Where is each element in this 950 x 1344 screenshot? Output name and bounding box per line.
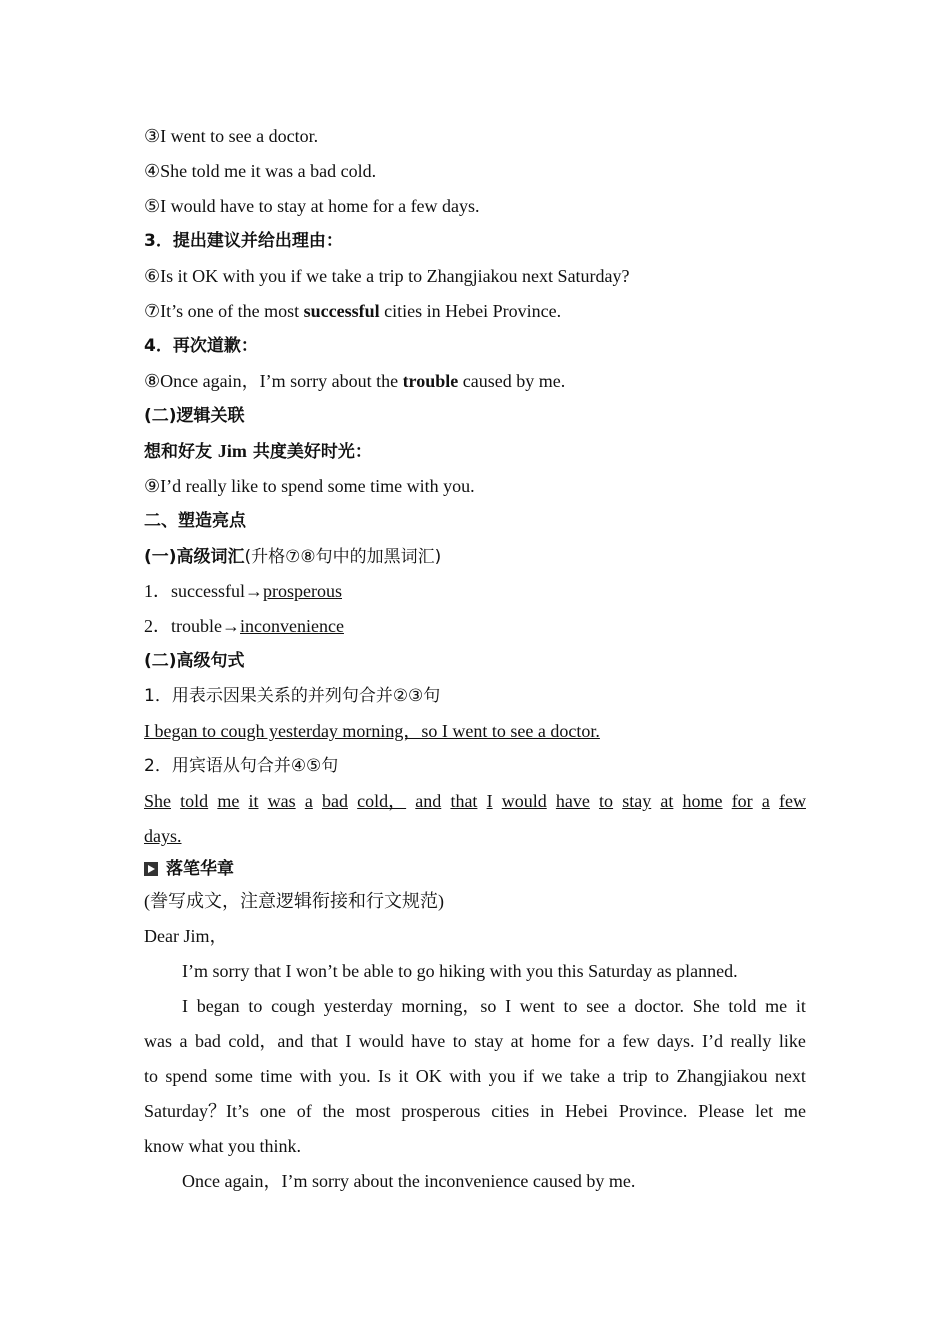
letter-p2-l4-word: the: [322, 1101, 345, 1121]
letter-p2-l1-word: to: [248, 996, 263, 1016]
letter-p2-l1-word: morning，so: [401, 996, 497, 1016]
pattern-answer-2-word: was: [267, 791, 296, 811]
pattern-answer-2-line1: [144, 784, 806, 819]
vocab-item-2-answer: inconvenience: [240, 616, 344, 636]
letter-p2-l2-word: would: [358, 1031, 404, 1051]
letter-p2-l2-word: few: [622, 1031, 650, 1051]
heading-suggestion: 3．提出建议并给出理由：: [144, 231, 343, 251]
letter-p2-l1-word: She: [692, 996, 720, 1016]
letter-p2-l3-word: Is: [377, 1066, 391, 1086]
heading-time-part3: 共度美好时光：: [246, 442, 372, 462]
heading-apology: 4．再次道歉：: [144, 336, 258, 356]
pattern-task-2: 2．用宾语从句合并④⑤句: [144, 756, 339, 776]
letter-p2-l2-word: like: [778, 1031, 806, 1051]
heading-logic: (二)逻辑关联: [144, 406, 245, 426]
letter-p2-l4-word: one: [259, 1101, 286, 1121]
document-content: [144, 119, 806, 1199]
letter-p2-l1-word: told: [728, 996, 757, 1016]
pattern-answer-2-word: a: [761, 791, 770, 811]
vocab-item-2-prompt: 2．trouble→: [144, 616, 240, 636]
letter-p2-l2-word: that: [310, 1031, 338, 1051]
letter-p2-l3-word: with: [299, 1066, 332, 1086]
pattern-answer-2-word: stay: [622, 791, 652, 811]
letter-p2-l3-word: next: [774, 1066, 806, 1086]
pattern-answer-2-word: and: [415, 791, 442, 811]
pattern-answer-2-word: few: [779, 791, 806, 811]
sentence-6: ⑥Is it OK with you if we take a trip to Zhangjiakou next Saturday?: [144, 266, 630, 286]
letter-p2-l2-word: to: [452, 1031, 467, 1051]
pattern-answer-2-word: a: [304, 791, 313, 811]
letter-p2-l2-word: really: [730, 1031, 772, 1051]
letter-p2-l2-word: bad: [194, 1031, 221, 1051]
pattern-answer-2-word: would: [501, 791, 547, 811]
vocab-item-1-answer: prosperous: [262, 581, 342, 601]
sentence-7-part3: cities in Hebei Province.: [379, 301, 562, 321]
letter-p2-l4-word: Province.: [618, 1101, 688, 1121]
heading-time-with-jim: [144, 434, 806, 469]
pattern-answer-1: [144, 714, 806, 749]
vocab-item-2: [144, 609, 806, 644]
letter-p2-l3-word: to: [144, 1066, 159, 1086]
letter-p2-l2-word: I: [345, 1031, 352, 1051]
letter-p2-l1-word: doctor.: [634, 996, 685, 1016]
letter-p2-l3-word: Zhangjiakou: [676, 1066, 768, 1086]
letter-p2-l3-word: time: [260, 1066, 293, 1086]
letter-p2-l1-word: it: [795, 996, 806, 1016]
letter-p2-l2-word: a: [179, 1031, 188, 1051]
letter-p2-l2-word: a: [607, 1031, 616, 1051]
letter-p2-l2-word: for: [578, 1031, 600, 1051]
sentence-9: ⑨I’d really like to spend some time with you.: [144, 476, 475, 496]
sentence-8-part1: ⑧Once again，I’m sorry about the: [144, 371, 403, 391]
heading-vocabulary: [144, 539, 806, 574]
letter-p2-l4-word: Hebei: [565, 1101, 609, 1121]
letter-p2-l3-word: OK: [415, 1066, 442, 1086]
letter-p2-l1-word: to: [563, 996, 578, 1016]
letter-paragraph-3: Once again，I’m sorry about the inconvenience caused by me.: [182, 1171, 636, 1191]
sentence-5: ⑤I would have to stay at home for a few days.: [144, 196, 480, 216]
pattern-answer-2-end: days.: [144, 826, 182, 846]
bold-word-successful: successful: [303, 301, 380, 321]
letter-p2-l3-word: you: [488, 1066, 516, 1086]
section-note: (誊写成文，注意逻辑衔接和行文规范): [144, 891, 444, 911]
pattern-answer-2-word: it: [248, 791, 259, 811]
letter-greeting: Dear Jim，: [144, 926, 228, 946]
pattern-answer-1-text: I began to cough yesterday morning，so I went to see a doctor.: [144, 721, 600, 741]
bold-word-trouble: trouble: [402, 371, 459, 391]
letter-p2-l2-word: stay: [474, 1031, 504, 1051]
letter-p2-l1-word: I: [505, 996, 512, 1016]
letter: [144, 919, 806, 1199]
letter-p2-l3-word: some: [214, 1066, 253, 1086]
vocab-item-1: [144, 574, 806, 609]
letter-p2-l1-word: I: [182, 996, 188, 1016]
letter-p2-l1-word: see: [586, 996, 610, 1016]
pattern-answer-2-word: that: [450, 791, 478, 811]
pattern-answer-2-word: me: [217, 791, 240, 811]
letter-p2-l4-word: me: [783, 1101, 806, 1121]
letter-p2-l4-word: Please: [698, 1101, 745, 1121]
heading-highlights: 二、塑造亮点: [144, 511, 246, 531]
sentence-7-part1: ⑦It’s one of the most: [144, 301, 304, 321]
play-icon: [144, 862, 158, 876]
pattern-answer-2-word: for: [731, 791, 753, 811]
letter-p2-l3-word: spend: [165, 1066, 208, 1086]
letter-p2-l1-word: began: [196, 996, 240, 1016]
letter-p2-l1-word: a: [617, 996, 626, 1016]
letter-p2-l1-word: cough: [271, 996, 316, 1016]
letter-p2-l2-word: days.: [657, 1031, 695, 1051]
pattern-answer-2-word: home: [682, 791, 723, 811]
heading-time-part1: 想和好友: [144, 442, 218, 462]
letter-p2-l3-word: it: [398, 1066, 409, 1086]
pattern-answer-2-word: at: [660, 791, 674, 811]
pattern-answer-2-word: told: [180, 791, 209, 811]
letter-p2-l4-word: of: [296, 1101, 312, 1121]
sentence-8-part3: caused by me.: [458, 371, 566, 391]
letter-paragraph-2-line5: know what you think.: [144, 1136, 301, 1156]
letter-p2-l3-word: to: [655, 1066, 670, 1086]
heading-vocabulary-title: (一)高级词汇: [144, 547, 245, 567]
sentence-7: [144, 294, 806, 329]
pattern-answer-2-word: have: [555, 791, 590, 811]
sentence-3: ③I went to see a doctor.: [144, 126, 319, 146]
vocab-item-1-prompt: 1．successful→: [144, 581, 263, 601]
letter-p2-l1-word: yesterday: [323, 996, 393, 1016]
letter-p2-l2-word: at: [510, 1031, 524, 1051]
letter-p2-l4-word: prosperous: [401, 1101, 481, 1121]
heading-time-jim: Jim: [217, 441, 247, 461]
letter-p2-l1-word: went: [519, 996, 555, 1016]
letter-p2-l2-word: home: [531, 1031, 572, 1051]
pattern-task-1: 1．用表示因果关系的并列句合并②③句: [144, 686, 441, 706]
heading-sentence-patterns: (二)高级句式: [144, 651, 245, 671]
letter-p2-l3-word: trip: [622, 1066, 648, 1086]
letter-p2-l2-word: I’d: [701, 1031, 723, 1051]
pattern-answer-2-word: bad: [321, 791, 348, 811]
letter-paragraph-2-line1: [144, 989, 806, 1024]
heading-vocabulary-note: (升格⑦⑧句中的加黑词汇): [244, 547, 442, 567]
sentence-8: [144, 364, 806, 399]
pattern-answer-2-word: cold，: [357, 791, 407, 811]
letter-p2-l2-word: have: [411, 1031, 446, 1051]
letter-p2-l3-word: if: [523, 1066, 535, 1086]
letter-p2-l3-word: with: [449, 1066, 482, 1086]
letter-paragraph-2-line4: [144, 1094, 806, 1129]
letter-p2-l4-word: most: [355, 1101, 391, 1121]
letter-paragraph-2-line3: [144, 1059, 806, 1094]
section-header: [144, 854, 806, 884]
letter-p2-l3-word: a: [607, 1066, 616, 1086]
letter-p2-l3-word: take: [569, 1066, 600, 1086]
letter-p2-l2-word: was: [144, 1031, 172, 1051]
pattern-answer-2-word: She: [144, 791, 171, 811]
letter-p2-l3-word: you.: [339, 1066, 371, 1086]
letter-p2-l4-word: let: [755, 1101, 774, 1121]
letter-p2-l1-word: me: [765, 996, 788, 1016]
pattern-answer-2-line2: [144, 819, 806, 854]
pattern-answer-2-word: I: [486, 791, 493, 811]
letter-paragraph-2-line2: [144, 1024, 806, 1059]
section-title: 落笔华章: [166, 859, 234, 879]
sentence-4: ④She told me it was a bad cold.: [144, 161, 377, 181]
letter-p2-l4-word: cities: [491, 1101, 530, 1121]
letter-p2-l2-word: cold，and: [228, 1031, 304, 1051]
letter-p2-l3-word: we: [541, 1066, 563, 1086]
letter-paragraph-1: I’m sorry that I won’t be able to go hiking with you this Saturday as planned.: [182, 961, 738, 981]
letter-p2-l4-word: in: [540, 1101, 555, 1121]
letter-p2-l4-word: Saturday？It’s: [144, 1101, 249, 1121]
pattern-answer-2-word: to: [599, 791, 614, 811]
